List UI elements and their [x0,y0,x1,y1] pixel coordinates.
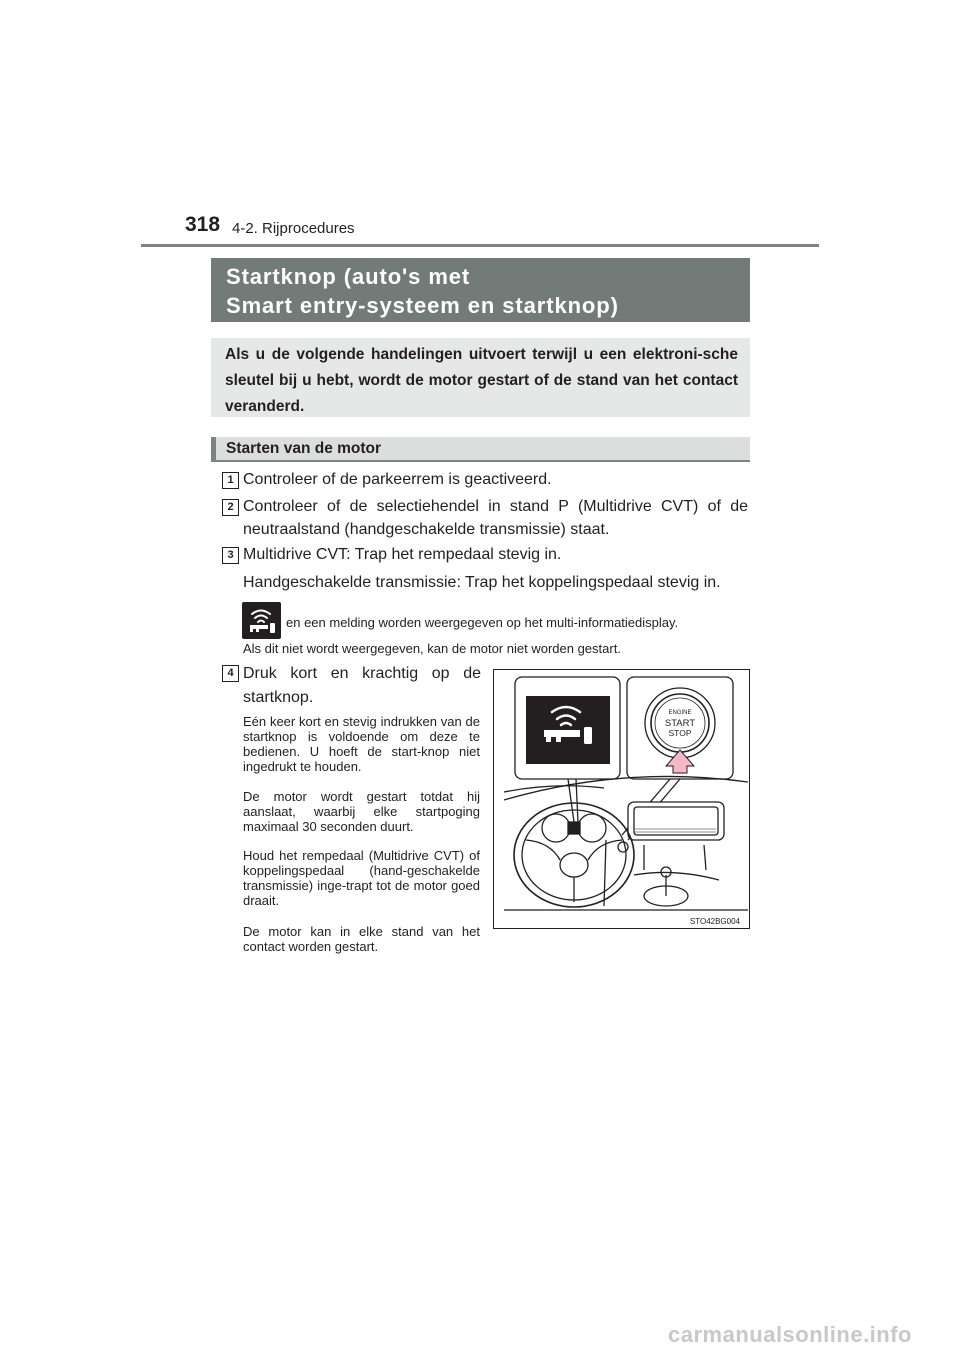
intro-text: Als u de volgende handelingen uitvoert terwijl u een elektroni-sche sleutel bij u hebt, wordt de motor gestart of de stand van het contact veranderd. [211,338,750,417]
page-title-line-1: Startknop (auto's met [226,264,471,289]
subheading: Starten van de motor [211,437,750,462]
step-number-1: 1 [222,472,239,489]
figure-code: STO42BG004 [689,917,740,926]
step-3-note-2: Als dit niet wordt weergegeven, kan de motor niet worden gestart. [243,641,621,656]
step-text-2: Controleer of de selectiehendel in stand P (Multidrive CVT) of de neutraalstand (handgeschakelde transmissie) staat. [243,498,748,538]
step-4-note-2: De motor wordt gestart totdat hij aanslaat, waarbij elke startpoging maximaal 30 seconden duurt. [243,789,480,834]
page-number: 318 [185,213,221,236]
step-number-4: 4 [222,665,239,682]
section-label: 4-2. Rijprocedures [232,220,355,237]
button-label-start: START [664,718,696,729]
header-rule [141,244,819,247]
button-label-stop: STOP [668,728,692,738]
start-button-illustration [493,669,750,929]
step-text-3: Multidrive CVT: Trap het rempedaal stevig in. [243,546,562,563]
step-text-1: Controleer of de parkeerrem is geactiveerd. [243,471,552,488]
button-label-engine: ENGINE [668,710,692,716]
step-4-note-3: Houd het rempedaal (Multidrive CVT) of koppelingspedaal (hand-geschakelde transmissie) inge-trapt tot de motor goed draait. [243,848,480,908]
step-4-note-1: Eén keer kort en stevig indrukken van de startknop is voldoende om deze te bedienen. U hoeft de start-knop niet ingedrukt te houden. [243,714,480,774]
page-title [211,258,750,322]
watermark: carmanualsonline.info [668,1322,912,1347]
step-number-3: 3 [222,547,239,564]
page-title-line-2: Smart entry-systeem en startknop) [226,293,619,318]
step-text-4: Druk kort en krachtig op de startknop. [243,665,481,706]
step-3-note-1: en een melding worden weergegeven op het multi-informatiedisplay. [286,615,679,630]
step-number-2: 2 [222,499,239,516]
key-warning-icon [242,602,281,639]
step-4-note-4: De motor kan in elke stand van het contact worden gestart. [243,924,480,954]
step-text-3b: Handgeschakelde transmissie: Trap het koppelingspedaal stevig in. [243,574,721,591]
